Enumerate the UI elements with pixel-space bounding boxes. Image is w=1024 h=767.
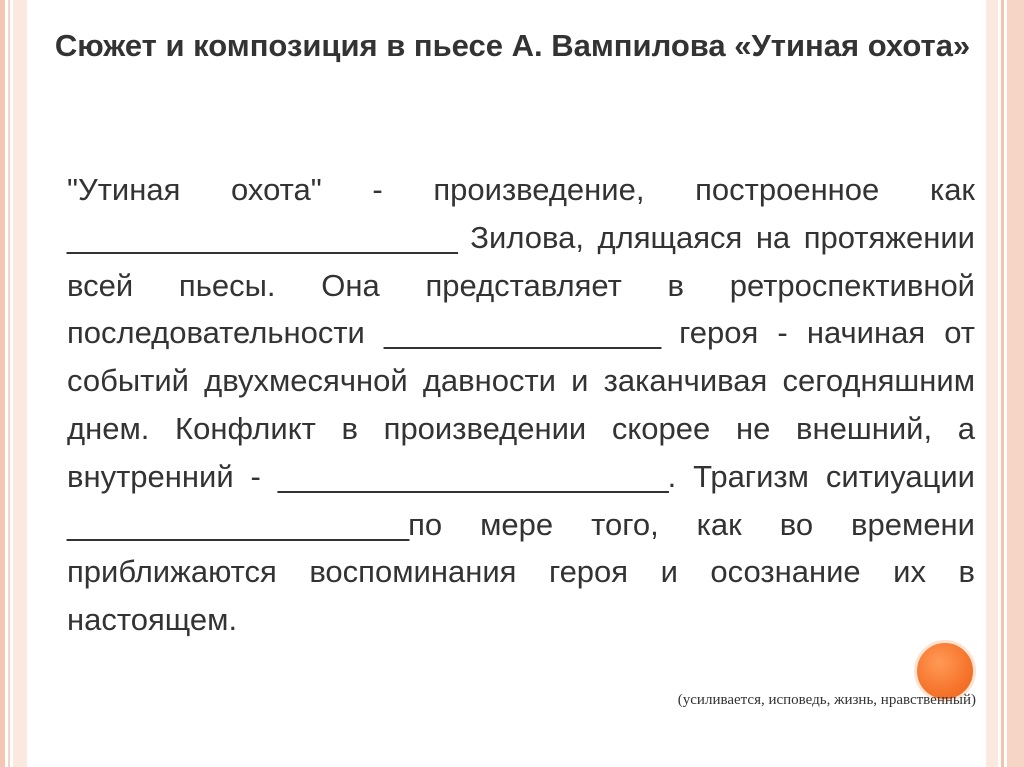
slide-title: Сюжет и композиция в пьесе А. Вампилова «Утиная охота» xyxy=(54,28,971,63)
text-part-1: "Утиная охота" - произведение, построенное как xyxy=(67,172,975,207)
text-part-3: героя - начиная от событий двухмесячной давности и заканчивая сегодняшним днем. Конфликт в произведении скорее не внешний, а внутренний - xyxy=(67,315,975,494)
left-decorative-stripe xyxy=(0,0,5,767)
text-part-4: . Трагизм ситиуации xyxy=(667,458,975,494)
text-part-2: Зилова, длящаяся на протяжении всей пьесы. Она представляет в ретроспективной последовательности xyxy=(67,219,975,351)
slide-body-text xyxy=(67,166,975,644)
fill-in-blank-1: ________________________ xyxy=(67,219,457,255)
right-decorative-stripe xyxy=(1007,0,1024,767)
fill-in-blank-3: ________________________ xyxy=(277,458,668,494)
right-decorative-stripe-wide xyxy=(986,0,998,767)
left-decorative-stripe-thin xyxy=(8,0,10,767)
word-bank-hint: (усиливается, исповедь, жизнь, нравственный) xyxy=(677,692,976,708)
paragraph xyxy=(67,166,975,644)
left-decorative-stripe-wide xyxy=(13,0,27,767)
text-part-5: по мере того, как во времени приближаются воспоминания героя и осознание их в настоящем. xyxy=(67,506,975,638)
right-decorative-stripe-thin xyxy=(1001,0,1004,767)
fill-in-blank-4: _____________________ xyxy=(67,506,409,542)
fill-in-blank-2: _________________ xyxy=(383,315,661,351)
